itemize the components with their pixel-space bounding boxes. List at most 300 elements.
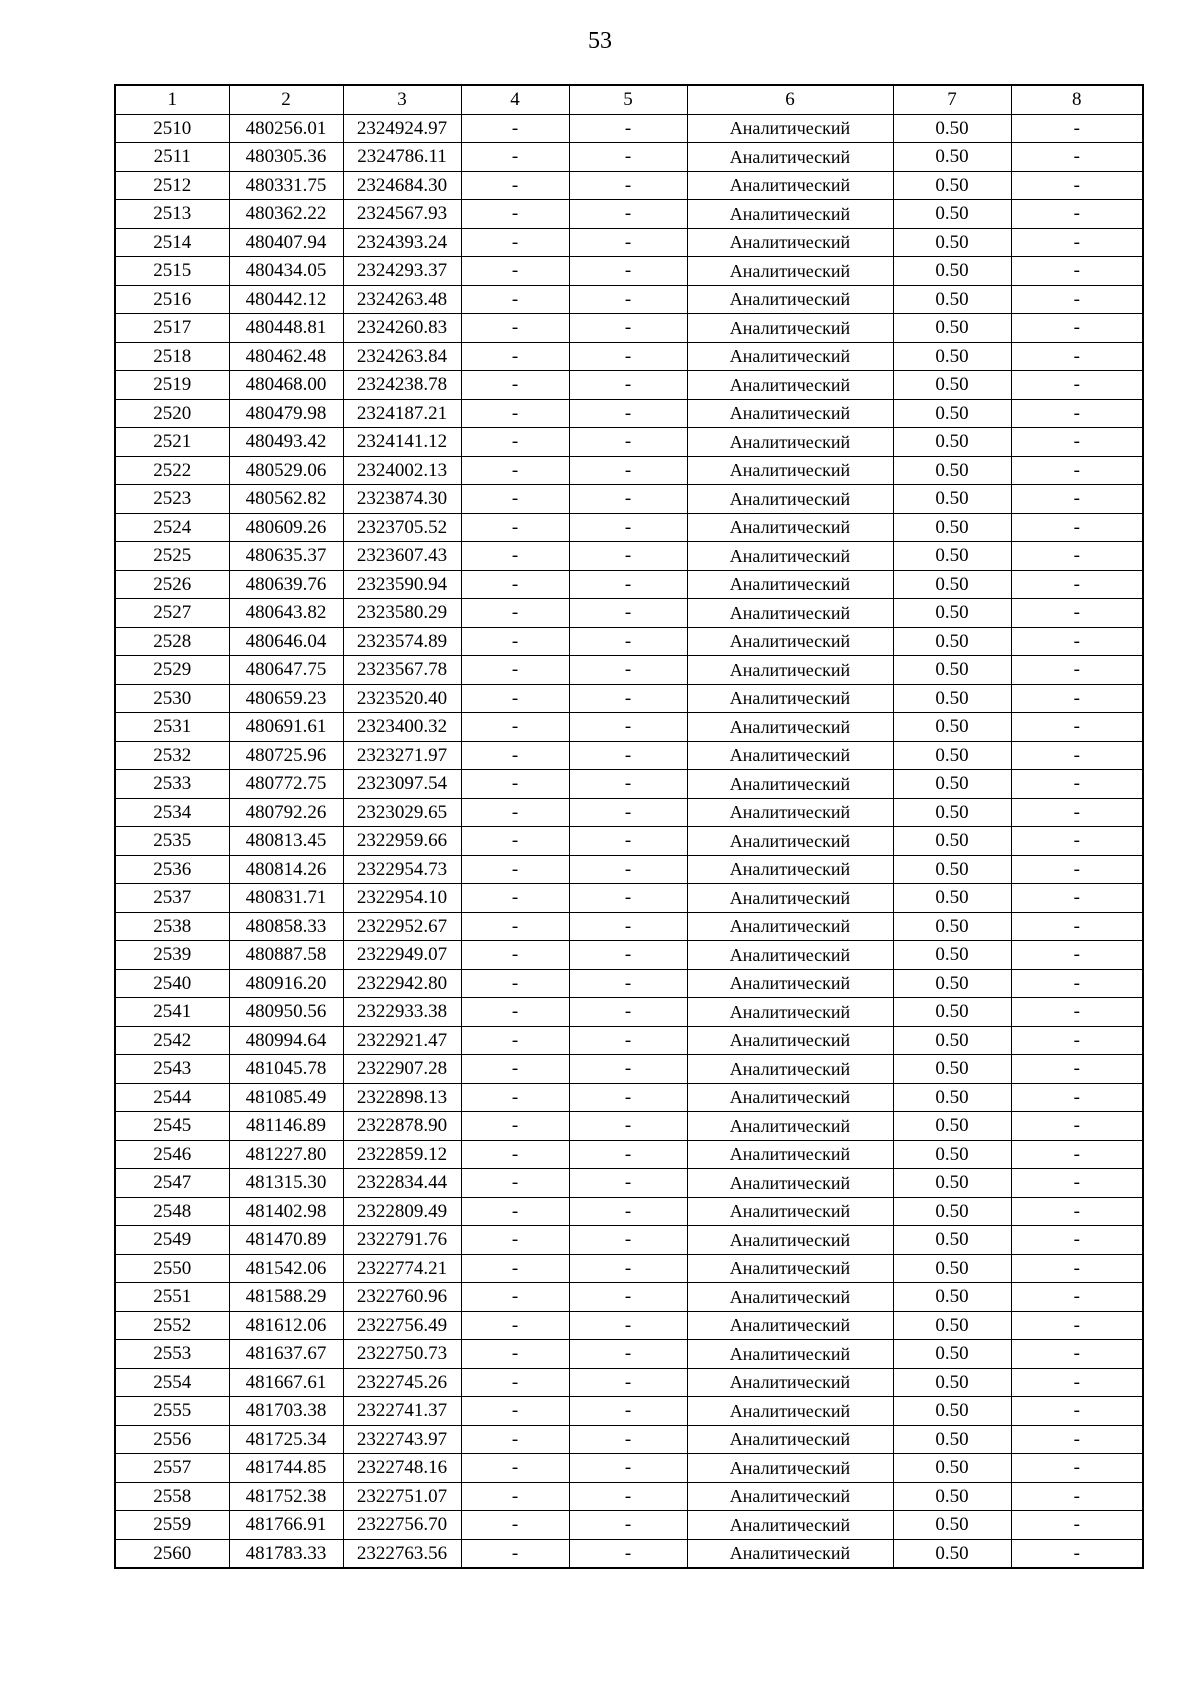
column-4-cell: - <box>461 1197 569 1226</box>
x-coordinate-cell: 481744.85 <box>229 1454 343 1483</box>
column-4-cell: - <box>461 1169 569 1198</box>
x-coordinate-cell: 480529.06 <box>229 456 343 485</box>
column-5-cell: - <box>569 1511 687 1540</box>
column-8-cell: - <box>1011 570 1143 599</box>
y-coordinate-cell: 2322954.73 <box>343 855 461 884</box>
x-coordinate-cell: 480362.22 <box>229 200 343 229</box>
table-row <box>115 627 1143 656</box>
column-4-cell: - <box>461 200 569 229</box>
column-8-cell: - <box>1011 1083 1143 1112</box>
method-cell: Аналитический <box>687 713 893 742</box>
column-8-cell: - <box>1011 371 1143 400</box>
column-5-cell: - <box>569 1226 687 1255</box>
y-coordinate-cell: 2324684.30 <box>343 171 461 200</box>
method-cell: Аналитический <box>687 570 893 599</box>
column-4-cell: - <box>461 941 569 970</box>
y-coordinate-cell: 2322751.07 <box>343 1482 461 1511</box>
point-number-cell: 2551 <box>115 1283 229 1312</box>
accuracy-cell: 0.50 <box>893 1055 1011 1084</box>
column-5-cell: - <box>569 456 687 485</box>
column-8-cell: - <box>1011 912 1143 941</box>
method-cell: Аналитический <box>687 912 893 941</box>
column-4-cell: - <box>461 570 569 599</box>
column-header: 2 <box>229 85 343 114</box>
accuracy-cell: 0.50 <box>893 1425 1011 1454</box>
table-row <box>115 513 1143 542</box>
method-cell: Аналитический <box>687 855 893 884</box>
point-number-cell: 2557 <box>115 1454 229 1483</box>
point-number-cell: 2516 <box>115 285 229 314</box>
point-number-cell: 2517 <box>115 314 229 343</box>
table-row <box>115 941 1143 970</box>
method-cell: Аналитический <box>687 257 893 286</box>
column-8-cell: - <box>1011 143 1143 172</box>
y-coordinate-cell: 2322748.16 <box>343 1454 461 1483</box>
accuracy-cell: 0.50 <box>893 1283 1011 1312</box>
method-cell: Аналитический <box>687 798 893 827</box>
method-cell: Аналитический <box>687 884 893 913</box>
column-header: 3 <box>343 85 461 114</box>
point-number-cell: 2542 <box>115 1026 229 1055</box>
accuracy-cell: 0.50 <box>893 314 1011 343</box>
accuracy-cell: 0.50 <box>893 770 1011 799</box>
column-5-cell: - <box>569 1311 687 1340</box>
y-coordinate-cell: 2322959.66 <box>343 827 461 856</box>
table-row <box>115 713 1143 742</box>
table-row <box>115 114 1143 143</box>
point-number-cell: 2539 <box>115 941 229 970</box>
method-cell: Аналитический <box>687 1368 893 1397</box>
accuracy-cell: 0.50 <box>893 428 1011 457</box>
table-row <box>115 171 1143 200</box>
column-5-cell: - <box>569 741 687 770</box>
column-4-cell: - <box>461 1425 569 1454</box>
point-number-cell: 2537 <box>115 884 229 913</box>
y-coordinate-cell: 2322750.73 <box>343 1340 461 1369</box>
column-8-cell: - <box>1011 599 1143 628</box>
column-5-cell: - <box>569 770 687 799</box>
column-5-cell: - <box>569 257 687 286</box>
method-cell: Аналитический <box>687 998 893 1027</box>
point-number-cell: 2552 <box>115 1311 229 1340</box>
column-5-cell: - <box>569 228 687 257</box>
column-8-cell: - <box>1011 656 1143 685</box>
x-coordinate-cell: 480493.42 <box>229 428 343 457</box>
column-5-cell: - <box>569 428 687 457</box>
column-8-cell: - <box>1011 1197 1143 1226</box>
column-4-cell: - <box>461 1112 569 1141</box>
y-coordinate-cell: 2322954.10 <box>343 884 461 913</box>
table-row <box>115 1083 1143 1112</box>
point-number-cell: 2515 <box>115 257 229 286</box>
column-8-cell: - <box>1011 399 1143 428</box>
point-number-cell: 2558 <box>115 1482 229 1511</box>
x-coordinate-cell: 480462.48 <box>229 342 343 371</box>
x-coordinate-cell: 480442.12 <box>229 285 343 314</box>
table-row <box>115 656 1143 685</box>
column-8-cell: - <box>1011 770 1143 799</box>
column-8-cell: - <box>1011 542 1143 571</box>
column-5-cell: - <box>569 656 687 685</box>
point-number-cell: 2521 <box>115 428 229 457</box>
table-row <box>115 257 1143 286</box>
x-coordinate-cell: 480831.71 <box>229 884 343 913</box>
column-5-cell: - <box>569 855 687 884</box>
column-header: 6 <box>687 85 893 114</box>
column-4-cell: - <box>461 741 569 770</box>
column-8-cell: - <box>1011 1283 1143 1312</box>
column-4-cell: - <box>461 912 569 941</box>
x-coordinate-cell: 480858.33 <box>229 912 343 941</box>
column-4-cell: - <box>461 1311 569 1340</box>
table-row <box>115 570 1143 599</box>
point-number-cell: 2556 <box>115 1425 229 1454</box>
column-8-cell: - <box>1011 1454 1143 1483</box>
column-8-cell: - <box>1011 1340 1143 1369</box>
accuracy-cell: 0.50 <box>893 713 1011 742</box>
point-number-cell: 2559 <box>115 1511 229 1540</box>
y-coordinate-cell: 2324141.12 <box>343 428 461 457</box>
column-4-cell: - <box>461 1539 569 1568</box>
column-8-cell: - <box>1011 713 1143 742</box>
column-5-cell: - <box>569 1026 687 1055</box>
method-cell: Аналитический <box>687 1226 893 1255</box>
point-number-cell: 2547 <box>115 1169 229 1198</box>
column-4-cell: - <box>461 1140 569 1169</box>
accuracy-cell: 0.50 <box>893 1140 1011 1169</box>
y-coordinate-cell: 2322933.38 <box>343 998 461 1027</box>
table-row <box>115 1368 1143 1397</box>
column-4-cell: - <box>461 171 569 200</box>
column-5-cell: - <box>569 599 687 628</box>
x-coordinate-cell: 480950.56 <box>229 998 343 1027</box>
y-coordinate-cell: 2322763.56 <box>343 1539 461 1568</box>
method-cell: Аналитический <box>687 456 893 485</box>
table-row <box>115 798 1143 827</box>
column-5-cell: - <box>569 1368 687 1397</box>
column-5-cell: - <box>569 542 687 571</box>
column-4-cell: - <box>461 542 569 571</box>
column-4-cell: - <box>461 1226 569 1255</box>
point-number-cell: 2525 <box>115 542 229 571</box>
y-coordinate-cell: 2323520.40 <box>343 684 461 713</box>
column-header: 1 <box>115 85 229 114</box>
table-row <box>115 1026 1143 1055</box>
accuracy-cell: 0.50 <box>893 1169 1011 1198</box>
column-4-cell: - <box>461 1083 569 1112</box>
column-4-cell: - <box>461 314 569 343</box>
method-cell: Аналитический <box>687 342 893 371</box>
column-8-cell: - <box>1011 314 1143 343</box>
accuracy-cell: 0.50 <box>893 513 1011 542</box>
accuracy-cell: 0.50 <box>893 1511 1011 1540</box>
column-5-cell: - <box>569 371 687 400</box>
point-number-cell: 2545 <box>115 1112 229 1141</box>
column-5-cell: - <box>569 1169 687 1198</box>
method-cell: Аналитический <box>687 1197 893 1226</box>
point-number-cell: 2536 <box>115 855 229 884</box>
table-row <box>115 969 1143 998</box>
x-coordinate-cell: 481703.38 <box>229 1397 343 1426</box>
column-4-cell: - <box>461 285 569 314</box>
accuracy-cell: 0.50 <box>893 1311 1011 1340</box>
column-4-cell: - <box>461 855 569 884</box>
point-number-cell: 2518 <box>115 342 229 371</box>
point-number-cell: 2514 <box>115 228 229 257</box>
column-8-cell: - <box>1011 1226 1143 1255</box>
method-cell: Аналитический <box>687 114 893 143</box>
table-row <box>115 1311 1143 1340</box>
column-4-cell: - <box>461 1026 569 1055</box>
column-5-cell: - <box>569 485 687 514</box>
x-coordinate-cell: 481725.34 <box>229 1425 343 1454</box>
point-number-cell: 2555 <box>115 1397 229 1426</box>
point-number-cell: 2543 <box>115 1055 229 1084</box>
accuracy-cell: 0.50 <box>893 1026 1011 1055</box>
y-coordinate-cell: 2322756.49 <box>343 1311 461 1340</box>
column-4-cell: - <box>461 599 569 628</box>
point-number-cell: 2534 <box>115 798 229 827</box>
table-row <box>115 485 1143 514</box>
y-coordinate-cell: 2324238.78 <box>343 371 461 400</box>
method-cell: Аналитический <box>687 1140 893 1169</box>
column-4-cell: - <box>461 485 569 514</box>
method-cell: Аналитический <box>687 143 893 172</box>
column-4-cell: - <box>461 143 569 172</box>
accuracy-cell: 0.50 <box>893 855 1011 884</box>
column-5-cell: - <box>569 1283 687 1312</box>
column-8-cell: - <box>1011 1169 1143 1198</box>
column-8-cell: - <box>1011 1055 1143 1084</box>
table-row <box>115 428 1143 457</box>
table-row <box>115 143 1143 172</box>
x-coordinate-cell: 480659.23 <box>229 684 343 713</box>
column-8-cell: - <box>1011 1112 1143 1141</box>
column-5-cell: - <box>569 1539 687 1568</box>
y-coordinate-cell: 2323590.94 <box>343 570 461 599</box>
y-coordinate-cell: 2322878.90 <box>343 1112 461 1141</box>
column-4-cell: - <box>461 1340 569 1369</box>
x-coordinate-cell: 481402.98 <box>229 1197 343 1226</box>
accuracy-cell: 0.50 <box>893 1197 1011 1226</box>
method-cell: Аналитический <box>687 513 893 542</box>
column-8-cell: - <box>1011 969 1143 998</box>
method-cell: Аналитический <box>687 1454 893 1483</box>
method-cell: Аналитический <box>687 741 893 770</box>
table-row <box>115 1283 1143 1312</box>
point-number-cell: 2524 <box>115 513 229 542</box>
x-coordinate-cell: 481227.80 <box>229 1140 343 1169</box>
column-5-cell: - <box>569 627 687 656</box>
point-number-cell: 2533 <box>115 770 229 799</box>
column-8-cell: - <box>1011 428 1143 457</box>
accuracy-cell: 0.50 <box>893 599 1011 628</box>
point-number-cell: 2532 <box>115 741 229 770</box>
column-4-cell: - <box>461 770 569 799</box>
column-8-cell: - <box>1011 1397 1143 1426</box>
x-coordinate-cell: 480647.75 <box>229 656 343 685</box>
accuracy-cell: 0.50 <box>893 1454 1011 1483</box>
column-5-cell: - <box>569 1425 687 1454</box>
column-4-cell: - <box>461 228 569 257</box>
point-number-cell: 2527 <box>115 599 229 628</box>
method-cell: Аналитический <box>687 399 893 428</box>
table-row <box>115 371 1143 400</box>
x-coordinate-cell: 480407.94 <box>229 228 343 257</box>
x-coordinate-cell: 480994.64 <box>229 1026 343 1055</box>
accuracy-cell: 0.50 <box>893 741 1011 770</box>
accuracy-cell: 0.50 <box>893 941 1011 970</box>
x-coordinate-cell: 480813.45 <box>229 827 343 856</box>
point-number-cell: 2554 <box>115 1368 229 1397</box>
method-cell: Аналитический <box>687 1397 893 1426</box>
column-4-cell: - <box>461 798 569 827</box>
x-coordinate-cell: 481667.61 <box>229 1368 343 1397</box>
y-coordinate-cell: 2322791.76 <box>343 1226 461 1255</box>
method-cell: Аналитический <box>687 1511 893 1540</box>
accuracy-cell: 0.50 <box>893 969 1011 998</box>
column-8-cell: - <box>1011 200 1143 229</box>
y-coordinate-cell: 2322942.80 <box>343 969 461 998</box>
x-coordinate-cell: 480646.04 <box>229 627 343 656</box>
point-number-cell: 2510 <box>115 114 229 143</box>
table-row <box>115 855 1143 884</box>
column-4-cell: - <box>461 399 569 428</box>
y-coordinate-cell: 2322952.67 <box>343 912 461 941</box>
y-coordinate-cell: 2324187.21 <box>343 399 461 428</box>
point-number-cell: 2529 <box>115 656 229 685</box>
table-row <box>115 998 1143 1027</box>
table-row <box>115 1511 1143 1540</box>
point-number-cell: 2560 <box>115 1539 229 1568</box>
column-8-cell: - <box>1011 228 1143 257</box>
y-coordinate-cell: 2323705.52 <box>343 513 461 542</box>
column-5-cell: - <box>569 314 687 343</box>
y-coordinate-cell: 2324002.13 <box>343 456 461 485</box>
x-coordinate-cell: 480448.81 <box>229 314 343 343</box>
method-cell: Аналитический <box>687 1340 893 1369</box>
column-8-cell: - <box>1011 627 1143 656</box>
method-cell: Аналитический <box>687 969 893 998</box>
method-cell: Аналитический <box>687 200 893 229</box>
x-coordinate-cell: 481542.06 <box>229 1254 343 1283</box>
page-number: 53 <box>588 28 612 54</box>
column-4-cell: - <box>461 998 569 1027</box>
y-coordinate-cell: 2322741.37 <box>343 1397 461 1426</box>
column-5-cell: - <box>569 969 687 998</box>
accuracy-cell: 0.50 <box>893 285 1011 314</box>
x-coordinate-cell: 481766.91 <box>229 1511 343 1540</box>
column-4-cell: - <box>461 884 569 913</box>
table-row <box>115 770 1143 799</box>
column-8-cell: - <box>1011 114 1143 143</box>
method-cell: Аналитический <box>687 1283 893 1312</box>
column-5-cell: - <box>569 1140 687 1169</box>
column-5-cell: - <box>569 827 687 856</box>
y-coordinate-cell: 2324263.84 <box>343 342 461 371</box>
table-row <box>115 1425 1143 1454</box>
y-coordinate-cell: 2322907.28 <box>343 1055 461 1084</box>
table-row <box>115 1539 1143 1568</box>
column-8-cell: - <box>1011 485 1143 514</box>
column-4-cell: - <box>461 1397 569 1426</box>
column-4-cell: - <box>461 969 569 998</box>
column-8-cell: - <box>1011 741 1143 770</box>
method-cell: Аналитический <box>687 1482 893 1511</box>
table-row <box>115 456 1143 485</box>
x-coordinate-cell: 480468.00 <box>229 371 343 400</box>
table-row <box>115 1112 1143 1141</box>
column-5-cell: - <box>569 912 687 941</box>
accuracy-cell: 0.50 <box>893 143 1011 172</box>
table-row <box>115 314 1143 343</box>
y-coordinate-cell: 2322859.12 <box>343 1140 461 1169</box>
column-8-cell: - <box>1011 1539 1143 1568</box>
method-cell: Аналитический <box>687 1311 893 1340</box>
y-coordinate-cell: 2322809.49 <box>343 1197 461 1226</box>
column-5-cell: - <box>569 1083 687 1112</box>
method-cell: Аналитический <box>687 627 893 656</box>
x-coordinate-cell: 481612.06 <box>229 1311 343 1340</box>
accuracy-cell: 0.50 <box>893 171 1011 200</box>
method-cell: Аналитический <box>687 171 893 200</box>
y-coordinate-cell: 2324393.24 <box>343 228 461 257</box>
column-5-cell: - <box>569 684 687 713</box>
method-cell: Аналитический <box>687 684 893 713</box>
column-8-cell: - <box>1011 342 1143 371</box>
x-coordinate-cell: 481146.89 <box>229 1112 343 1141</box>
column-4-cell: - <box>461 428 569 457</box>
column-4-cell: - <box>461 827 569 856</box>
column-4-cell: - <box>461 114 569 143</box>
method-cell: Аналитический <box>687 941 893 970</box>
column-header: 8 <box>1011 85 1143 114</box>
table-row <box>115 912 1143 941</box>
column-header: 4 <box>461 85 569 114</box>
x-coordinate-cell: 480772.75 <box>229 770 343 799</box>
point-number-cell: 2535 <box>115 827 229 856</box>
table-row <box>115 542 1143 571</box>
method-cell: Аналитический <box>687 599 893 628</box>
accuracy-cell: 0.50 <box>893 485 1011 514</box>
y-coordinate-cell: 2322756.70 <box>343 1511 461 1540</box>
accuracy-cell: 0.50 <box>893 456 1011 485</box>
x-coordinate-cell: 480479.98 <box>229 399 343 428</box>
table-row <box>115 1482 1143 1511</box>
column-5-cell: - <box>569 1055 687 1084</box>
x-coordinate-cell: 480609.26 <box>229 513 343 542</box>
column-8-cell: - <box>1011 1511 1143 1540</box>
x-coordinate-cell: 480562.82 <box>229 485 343 514</box>
column-8-cell: - <box>1011 456 1143 485</box>
x-coordinate-cell: 480916.20 <box>229 969 343 998</box>
x-coordinate-cell: 480331.75 <box>229 171 343 200</box>
table-row <box>115 342 1143 371</box>
accuracy-cell: 0.50 <box>893 1083 1011 1112</box>
column-8-cell: - <box>1011 257 1143 286</box>
method-cell: Аналитический <box>687 1112 893 1141</box>
method-cell: Аналитический <box>687 285 893 314</box>
x-coordinate-cell: 481637.67 <box>229 1340 343 1369</box>
column-4-cell: - <box>461 456 569 485</box>
column-4-cell: - <box>461 1055 569 1084</box>
accuracy-cell: 0.50 <box>893 257 1011 286</box>
y-coordinate-cell: 2324260.83 <box>343 314 461 343</box>
table-row <box>115 1140 1143 1169</box>
table-row <box>115 884 1143 913</box>
column-5-cell: - <box>569 1254 687 1283</box>
table-row <box>115 1397 1143 1426</box>
